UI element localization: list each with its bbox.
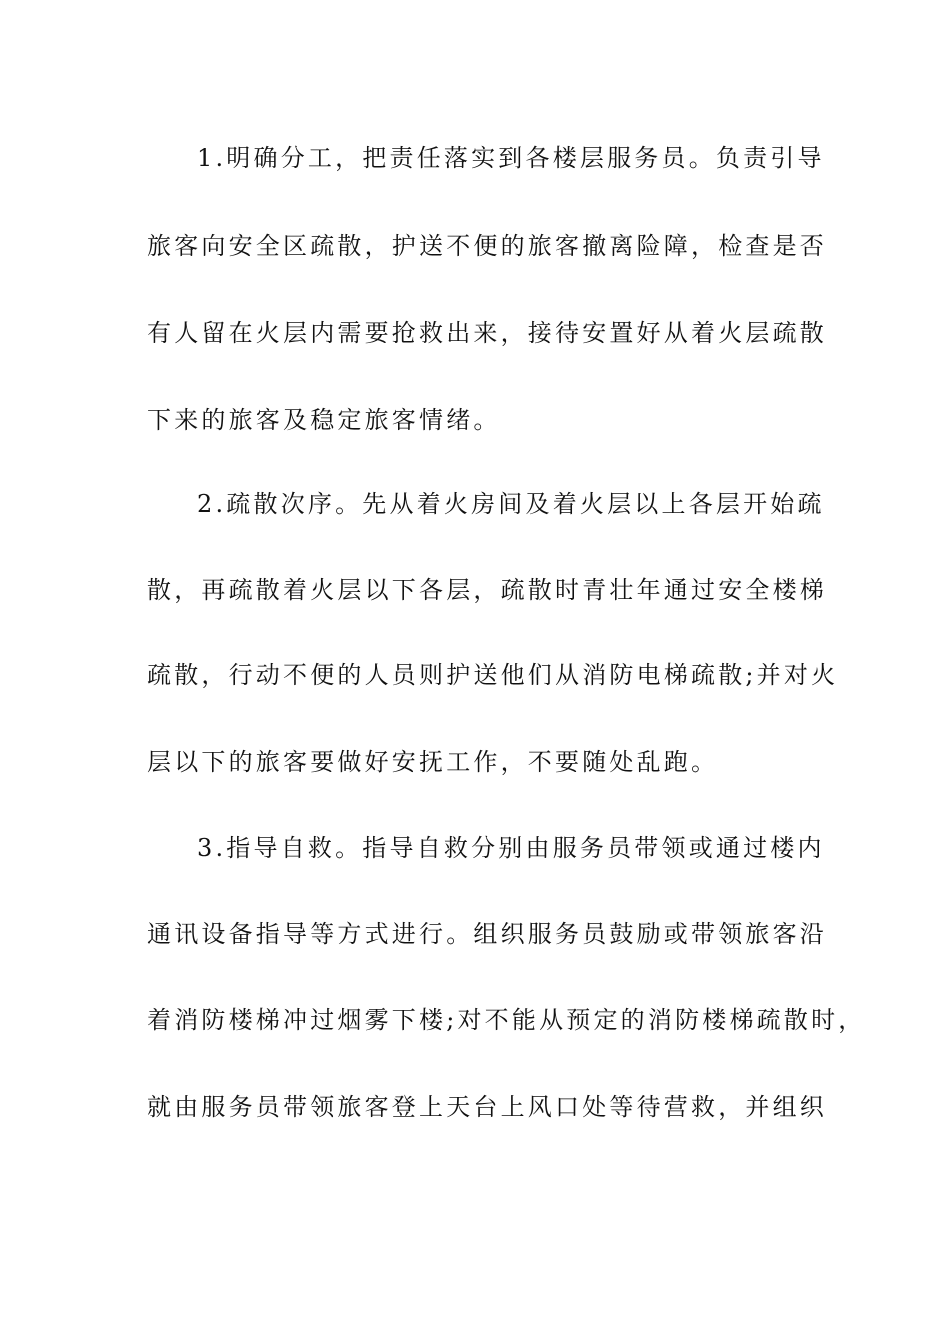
paragraph-3-line-4: 就由服务员带领旅客登上天台上风口处等待营救，并组织 [147,1093,827,1121]
paragraph-1-line-2: 旅客向安全区疏散，护送不便的旅客撤离险障，检查是否 [147,232,827,260]
paragraph-2-line-2: 散，再疏散着火层以下各层，疏散时青壮年通过安全楼梯 [147,576,827,604]
paragraph-2-line-4: 层以下的旅客要做好安抚工作，不要随处乱跑。 [147,748,719,776]
paragraph-1-line-4: 下来的旅客及稳定旅客情绪。 [147,406,501,434]
paragraph-1-line-3: 有人留在火层内需要抢救出来，接待安置好从着火层疏散 [147,319,827,347]
paragraph-3-line-2: 通讯设备指导等方式进行。组织服务员鼓励或带领旅客沿 [147,920,827,948]
paragraph-2-line-1: 2.疏散次序。先从着火房间及着火层以上各层开始疏 [197,490,825,518]
paragraph-1-line-1: 1.明确分工，把责任落实到各楼层服务员。负责引导 [197,144,825,172]
paragraph-3-line-3: 着消防楼梯冲过烟雾下楼;对不能从预定的消防楼梯疏散时， [147,1006,866,1034]
paragraph-3-line-1: 3.指导自救。指导自救分别由服务员带领或通过楼内 [197,834,825,862]
paragraph-2-line-3: 疏散，行动不便的人员则护送他们从消防电梯疏散;并对火 [147,661,839,689]
